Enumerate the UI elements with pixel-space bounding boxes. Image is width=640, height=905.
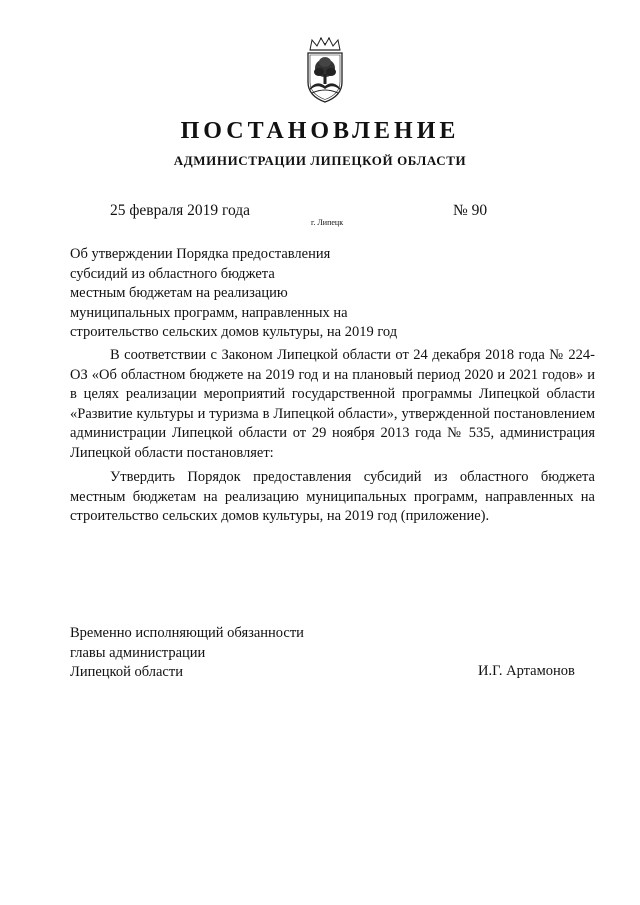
signatory-position-line: Временно исполняющий обязанности	[70, 625, 304, 641]
subject-line: субсидий из областного бюджета	[70, 265, 275, 282]
document-subject	[70, 245, 430, 343]
lipetsk-coat-of-arms-icon	[300, 36, 350, 104]
signatory-position-line: главы администрации	[70, 644, 206, 661]
signatory-position	[70, 624, 304, 683]
signatory-name: И.Г. Артамонов	[478, 663, 575, 679]
document-title: ПОСТАНОВЛЕНИЕ	[180, 118, 460, 144]
issuing-authority: АДМИНИСТРАЦИИ ЛИПЕЦКОЙ ОБЛАСТИ	[173, 153, 467, 168]
document-place: г. Липецк	[311, 218, 344, 227]
body-paragraph-resolution: Утвердить Порядок предоставления субсидий из областного бюджета местным бюджетам на реализацию муниципальных программ, направленных на строительство сельских домов культуры, на 2019 год (приложение).	[70, 469, 595, 525]
signatory-position-line: Липецкой области	[70, 664, 183, 680]
subject-line: местным бюджетам на реализацию	[70, 285, 288, 301]
subject-line: строительство сельских домов культуры, на 2019 год	[70, 324, 398, 340]
document-date: 25 февраля 2019 года	[110, 202, 251, 219]
body-paragraph-preamble: В соответствии с Законом Липецкой области от 24 декабря 2018 года № 224-ОЗ «Об областном бюджете на 2019 год и на плановый период 2020 и 2021 годов» и в целях реализации мероприятий государственной программы Липецкой области «Развитие культуры и туризма в Липецкой области», утвержденной постановлением администрации Липецкой области от 29 ноября 2013 года № 535, администрация Липецкой области постановляет:	[70, 347, 595, 461]
subject-line: Об утверждении Порядка предоставления	[70, 246, 331, 262]
subject-line: муниципальных программ, направленных на	[70, 304, 348, 321]
document-number: № 90	[453, 202, 488, 219]
